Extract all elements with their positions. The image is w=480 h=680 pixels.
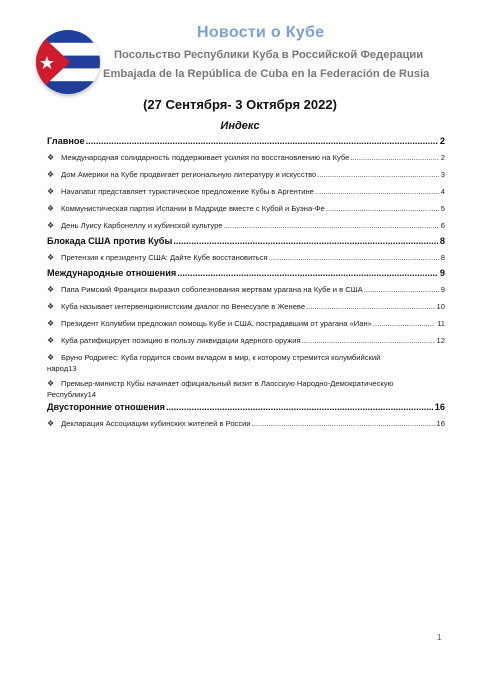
toc-item[interactable]: ❖ Претензия к президенту США: Дайте Кубе восстановиться ..... 8 (47, 249, 445, 266)
table-of-contents (47, 134, 445, 432)
toc-item[interactable]: ❖ Куба ратифицирует позицию в пользу ликвидации ядерного оружия ..... 12 (47, 332, 445, 349)
bullet-icon: ❖ (47, 379, 55, 388)
toc-item[interactable]: ❖ Куба называет интервенционистским диалог по Венесуэле в Женеве ..... 10 (47, 298, 445, 315)
bullet-icon: ❖ (47, 204, 55, 213)
bullet-icon: ❖ (47, 336, 55, 345)
date-range: (27 Сентября- 3 Октября 2022) (143, 97, 337, 112)
bullet-icon: ❖ (47, 319, 55, 328)
toc-item[interactable]: ❖ Дом Америки на Кубе продвигает региональную литературу и искусство ..... 3 (47, 166, 445, 183)
bullet-icon: ❖ (47, 253, 55, 262)
toc-item[interactable]: ❖ День Луису Карбонеллу и кубинской культуре ..... 6 (47, 217, 445, 234)
newsletter-title: Новости о Кубе (197, 24, 325, 41)
page-number: 1 (437, 633, 442, 642)
toc-item[interactable]: ❖ Премьер-министр Кубы начинает официальный визит в Лаосскую Народно-Демократическую Республику 14 (47, 379, 394, 399)
toc-section-main[interactable]: Главное ..... 2 (47, 134, 445, 149)
bullet-icon: ❖ (47, 302, 55, 311)
bullet-icon: ❖ (47, 170, 55, 179)
toc-item[interactable]: ❖ Havanatur представляет туристическое предложение Кубы в Аргентине ..... 4 (47, 183, 445, 200)
toc-item[interactable]: ❖ Бруно Родригес: Куба гордится своим вкладом в мир, к которому стремится колумбийский народ 13 (47, 353, 381, 373)
bullet-icon: ❖ (47, 221, 55, 230)
cuban-flag-logo (36, 30, 100, 94)
bullet-icon: ❖ (47, 353, 55, 362)
toc-item[interactable]: ❖ Международная солидарность поддерживает усилия по восстановлению на Кубе ..... 2 (47, 149, 445, 166)
bullet-icon: ❖ (47, 419, 55, 428)
toc-item[interactable]: ❖ Президент Колумбии предложил помощь Кубе и США, пострадавшим от урагана «Иан» ..... 11 (47, 315, 445, 332)
toc-section-international[interactable]: Международные отношения ..... 9 (47, 266, 445, 281)
embassy-name-russian: Посольство Республики Куба в Российской Федерации (114, 49, 424, 61)
toc-item[interactable]: ❖ Коммунистическая партия Испании в Мадриде вместе с Кубой и Буэна-Фе ..... 5 (47, 200, 445, 217)
index-heading: Индекс (220, 120, 260, 132)
toc-item[interactable]: ❖ Декларация Ассоциации кубинских жителей в России ..... 16 (47, 415, 445, 432)
toc-item[interactable]: ❖ Папа Римский Франциск выразил соболезнования жертвам урагана на Кубе и в США ..... 9 (47, 281, 445, 298)
bullet-icon: ❖ (47, 187, 55, 196)
bullet-icon: ❖ (47, 285, 55, 294)
bullet-icon: ❖ (47, 153, 55, 162)
embassy-name-spanish: Embajada de la República de Cuba en la Federación de Rusia (103, 68, 430, 80)
toc-section-bilateral[interactable]: Двусторонние отношения ..... 16 (47, 400, 445, 415)
toc-section-blockade[interactable]: Блокада США против Кубы ..... 8 (47, 234, 445, 249)
